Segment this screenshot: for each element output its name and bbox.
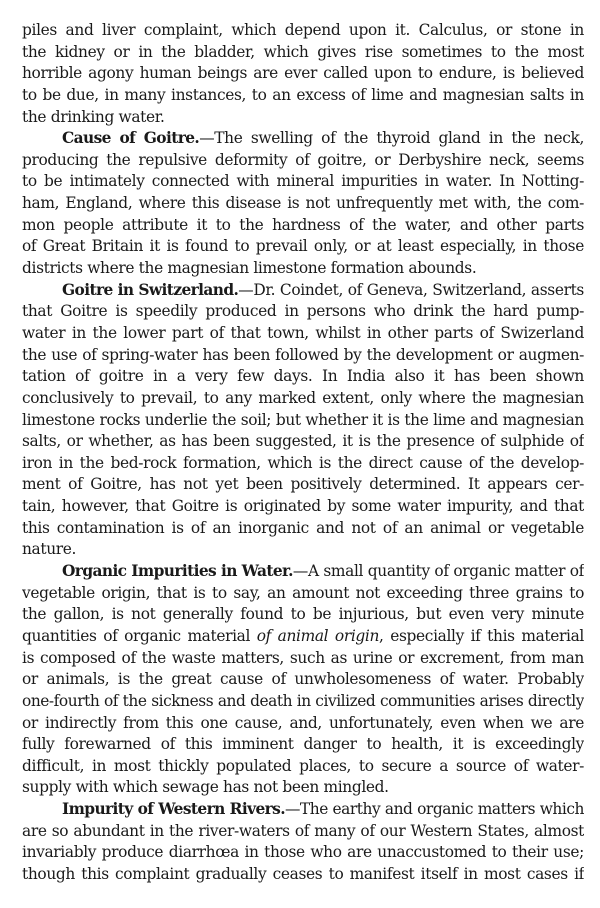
book-page xyxy=(22,20,584,886)
text-line xyxy=(22,799,584,821)
text-line xyxy=(22,128,584,150)
text-line: districts where the magnesian limestone formation abounds. xyxy=(22,259,477,278)
section-heading: Organic Impurities in Water. xyxy=(62,562,293,581)
text-line: this contamination is of an inorganic and not of an animal or vegetable xyxy=(22,518,584,537)
paragraph-cause-of-goitre xyxy=(22,128,584,279)
text-line: invariably produce diarrhœa in those who are unaccustomed to their use; xyxy=(22,843,584,862)
text-line: supply with which sewage has not been mingled. xyxy=(22,778,389,797)
text-line: the kidney or in the bladder, which gives rise sometimes to the most xyxy=(22,42,584,61)
text-line xyxy=(22,280,584,302)
text-line xyxy=(22,561,584,583)
section-heading: Cause of Goitre. xyxy=(62,129,200,148)
text-line: water in the lower part of that town, whilst in other parts of Swizerland xyxy=(22,323,584,342)
text-line: vegetable origin, that is to say, an amount not exceeding three grains to xyxy=(22,583,584,602)
text-span: —The swelling of the thyroid gland in the neck, xyxy=(199,129,584,148)
paragraph-organic-impurities xyxy=(22,561,584,799)
section-heading: Goitre in Switzerland. xyxy=(62,280,239,299)
text-line: iron in the bed-rock formation, which is the direct cause of the develop- xyxy=(22,453,584,472)
paragraph-continued xyxy=(22,20,584,128)
text-line: the drinking water. xyxy=(22,107,165,126)
text-line: conclusively to prevail, to any marked extent, only where the magnesian xyxy=(22,388,584,407)
text-line: to be due, in many instances, to an excess of lime and magnesian salts in xyxy=(22,85,584,104)
text-line: the gallon, is not generally found to be injurious, but even very minute xyxy=(22,605,584,624)
text-line: or animals, is the great cause of unwholesomeness of water. Probably xyxy=(22,670,584,689)
text-line: nature. xyxy=(22,540,77,559)
text-line: though this complaint gradually ceases to manifest itself in most cases if xyxy=(22,864,584,883)
text-line: horrible agony human beings are ever called upon to endure, is believed xyxy=(22,64,584,83)
text-span: —Dr. Coindet, of Geneva, Switzerland, asserts xyxy=(238,280,584,299)
text-line: ment of Goitre, has not yet been positively determined. It appears cer- xyxy=(22,475,584,494)
text-span: quantities of organic material xyxy=(22,626,257,645)
section-heading: Impurity of Western Rivers. xyxy=(62,800,285,819)
text-line: that Goitre is speedily produced in persons who drink the hard pump- xyxy=(22,302,584,321)
text-line: producing the repulsive deformity of goitre, or Derbyshire neck, seems xyxy=(22,150,584,169)
text-span: —A small quantity of organic matter of xyxy=(292,562,584,581)
text-line: tain, however, that Goitre is originated by some water impurity, and that xyxy=(22,497,584,516)
text-line: ham, England, where this disease is not unfrequently met with, the com- xyxy=(22,194,584,213)
text-line: or indirectly from this one cause, and, unfortunately, even when we are xyxy=(22,713,584,732)
text-line: mon people attribute it to the hardness of the water, and other parts xyxy=(22,215,584,234)
text-line: difficult, in most thickly populated places, to secure a source of water- xyxy=(22,756,584,775)
text-line: salts, or whether, as has been suggested, it is the presence of sulphide of xyxy=(22,432,584,451)
text-line: piles and liver complaint, which depend upon it. Calculus, or stone in xyxy=(22,21,584,39)
text-line: to be intimately connected with mineral impurities in water. In Notting- xyxy=(22,172,584,191)
text-line: tation of goitre in a very few days. In India also it has been shown xyxy=(22,367,584,386)
text-span: , especially if this material xyxy=(379,626,584,645)
text-line: the use of spring-water has been followed by the development or augmen- xyxy=(22,345,584,364)
text-line: one-fourth of the sickness and death in civilized communities arises directly xyxy=(22,691,584,710)
text-line xyxy=(22,626,584,648)
text-line: is composed of the waste matters, such as urine or excrement, from man xyxy=(22,648,584,667)
text-line: fully forewarned of this imminent danger to health, it is exceedingly xyxy=(22,735,584,754)
italic-emphasis: of animal origin xyxy=(256,626,380,645)
text-line: limestone rocks underlie the soil; but whether it is the lime and magnesian xyxy=(22,410,584,429)
text-line: of Great Britain it is found to prevail only, or at least especially, in those xyxy=(22,237,584,256)
text-line: are so abundant in the river-waters of many of our Western States, almost xyxy=(22,821,584,840)
paragraph-western-rivers xyxy=(22,799,584,886)
text-span: —The earthy and organic matters which xyxy=(284,800,584,819)
paragraph-goitre-in-switzerland xyxy=(22,280,584,561)
